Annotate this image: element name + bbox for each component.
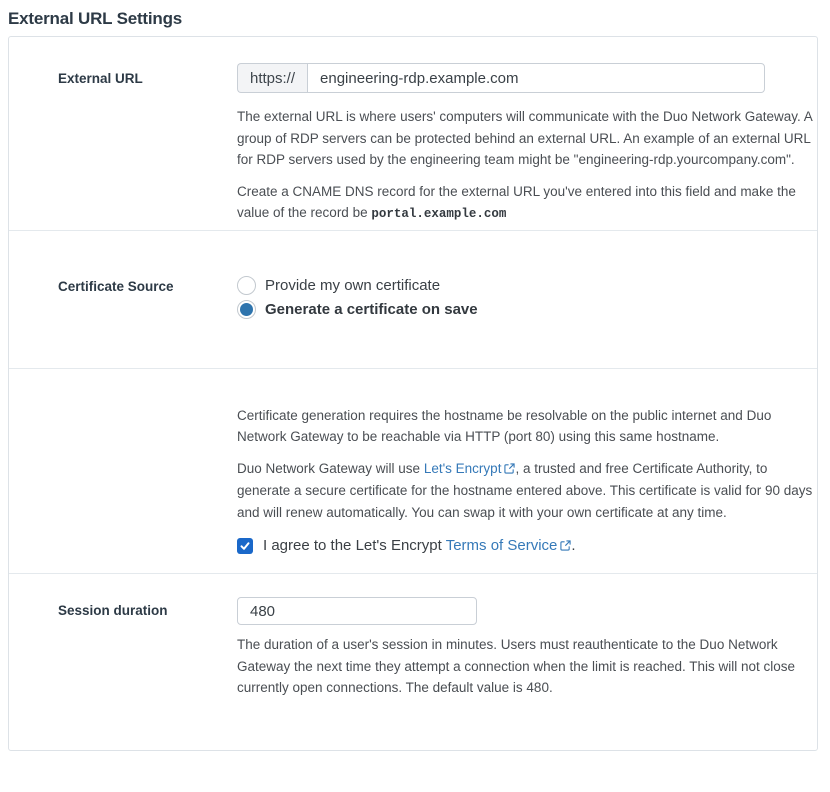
checkmark-icon [239,540,251,552]
cname-record-value: portal.example.com [371,207,507,221]
cname-help-paragraph [237,181,816,226]
certificate-generation-help [237,405,816,524]
section-session-duration [9,573,817,750]
radio-unselected-icon[interactable] [237,276,256,295]
agree-label [263,537,576,555]
lets-encrypt-text-after: , a trusted and free Certificate Authority, to generate a secure certificate for the hostname entered above. This certificate is valid for 90 days and will renew automatically. You can swap it with your own certificate at any time. [237,460,813,520]
external-url-input[interactable] [307,63,765,93]
radio-provide-own-label: Provide my own certificate [265,277,441,294]
hostname-requirements-paragraph: Certificate generation requires the hostname be resolvable on the public internet and Duo Network Gateway to be reachable via HTTP (port 80) using this same hostname. [237,407,772,444]
settings-panel [8,36,818,751]
agree-text-after: . [571,537,576,554]
session-duration-help-paragraph: The duration of a user's session in minutes. Users must reauthenticate to the Duo Network Gateway the next time they attempt a connection when the limit is reached. This will not close currently open connections. The default value is 480. [237,637,796,695]
cname-help-text: Create a CNAME DNS record for the external URL you've entered into this field and make the value of the record be [237,183,796,220]
external-url-input-group [237,63,817,93]
certificate-source-label: Certificate Source [58,278,174,294]
radio-provide-own-certificate[interactable] [237,276,817,296]
agree-checkbox[interactable] [237,538,253,554]
section-certificate-generation [9,368,817,574]
lets-encrypt-link[interactable]: Let's Encrypt [423,460,502,476]
radio-selected-icon[interactable] [237,300,256,319]
lets-encrypt-paragraph [237,458,816,524]
agree-row [237,536,817,556]
external-url-label: External URL [58,71,143,86]
url-scheme-addon: https:// [237,63,307,93]
lets-encrypt-text-before: Duo Network Gateway will use [237,460,424,476]
external-link-icon [560,538,571,555]
radio-generate-label: Generate a certificate on save [265,301,478,318]
terms-of-service-link[interactable]: Terms of Service [445,537,558,554]
section-external-url [9,37,817,230]
session-duration-help [237,634,816,699]
radio-generate-on-save[interactable] [237,300,817,320]
external-link-icon [504,459,515,481]
page-title: External URL Settings [8,9,183,28]
session-duration-label: Session duration [58,603,168,618]
certificate-generation-label-spacer [9,405,237,557]
external-url-help-paragraph: The external URL is where users' computers will communicate with the Duo Network Gateway. A group of RDP servers can be protected behind an external URL. An example of an external URL for RDP servers used by the engineering team might be "engineering-rdp.yourcompany.com". [237,109,813,167]
external-url-help [237,106,816,226]
session-duration-input[interactable] [237,597,477,625]
section-certificate-source [9,230,817,368]
agree-text-before: I agree to the Let's Encrypt [263,537,446,554]
